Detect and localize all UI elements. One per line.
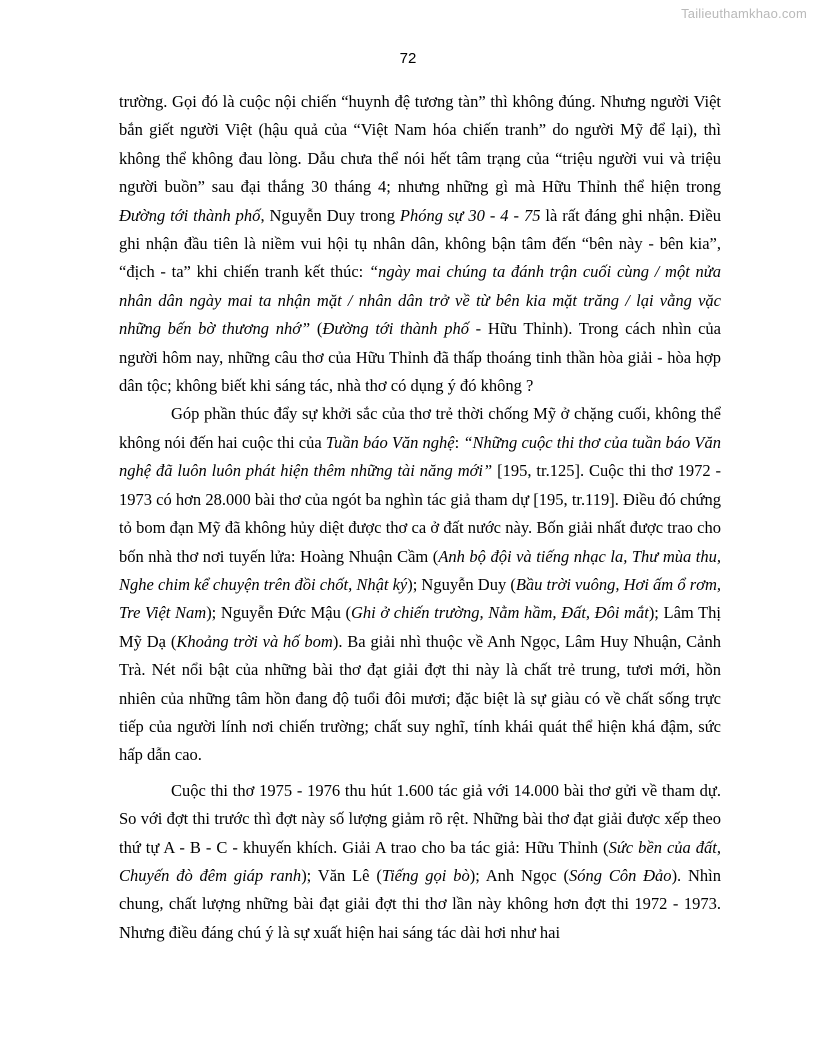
italic-text: Chuyến đò đêm giáp ranh [119, 865, 302, 885]
text-run: ). Nhìn chung, chất lượng những bài đạt giải đợt thi thơ lần này không hơn đợt thi 1972 - 1973. Nhưng điều đáng chú ý là sự xuất hiện hai sáng tác dài hơi như hai [119, 865, 722, 942]
italic-text: “Những cuộc thi thơ của tuần báo Văn nghệ đã luôn luôn phát hiện thêm những tài năng mới” [119, 432, 722, 481]
text-run: , Nguyễn Duy trong [260, 205, 400, 225]
italic-text: Anh bộ đội và tiếng nhạc la, Thư mùa thu, Nghe chim kể chuyện trên đồi chốt, Nhật ký [119, 546, 722, 594]
italic-text: Sức bền của đất [608, 837, 717, 857]
text-run: ); Văn Lê ( [301, 865, 382, 885]
text-run: : [454, 432, 464, 452]
text-run: ( [310, 319, 323, 339]
text-run: Góp phần thúc đẩy sự khởi sắc của thơ trẻ thời chống Mỹ ở chặng cuối, không thể không nói đến hai cuộc thi của [119, 404, 721, 452]
text-run: Cuộc thi thơ 1975 - 1976 thu hút 1.600 tác giả với 14.000 bài thơ gửi về tham dự. So với đợt thi trước thì đợt này số lượng giảm rõ rệt. Những bài thơ đạt giải được xếp theo thứ tự A - B - C - khuyến khích. Giải A trao cho ba tác giả: Hữu Thỉnh ( [119, 780, 721, 857]
page-number: 72 [399, 50, 417, 67]
italic-text: Tiếng gọi bò [381, 865, 470, 885]
paragraph [119, 88, 721, 400]
text-run: ); Nguyễn Duy ( [407, 574, 516, 594]
text-run: trường. Gọi đó là cuộc nội chiến “huynh đệ tương tàn” thì không đúng. Nhưng người Việt bắn giết người Việt (hậu quả của “Việt Nam hóa chiến tranh” do người Mỹ để lại), thì không thể không đau lòng. Dẫu chưa thể nói hết tâm trạng của “triệu người vui và triệu người buồn” sau đại thắng 30 tháng 4; nhưng những gì mà Hữu Thỉnh thể hiện trong [119, 92, 721, 197]
watermark: Tailieuthamkhao.com [681, 6, 807, 21]
italic-text: Sóng Côn Đảo [569, 865, 672, 885]
italic-text: Tuần báo Văn nghệ [325, 432, 455, 452]
text-run: [195, tr.125]. Cuộc thi thơ 1972 - 1973 có hơn 28.000 bài thơ của ngót ba nghìn tác giả tham dự [195, tr.119]. Điều đó chứng tỏ bom đạn Mỹ đã không hủy diệt được thơ ca ở đất nước này. Bốn giải nhất được trao cho bốn nhà thơ nơi tuyến lửa: Hoàng Nhuận Cầm ( [119, 461, 721, 566]
italic-text: Ghi ở chiến trường, Nằm hầm, Đất, Đôi mắt [350, 603, 649, 623]
text-run: là rất đáng ghi nhận. Điều ghi nhận đầu tiên là niềm vui hội tụ nhân dân, không bận tâm đến “bên này - bên kia”, “địch - ta” khi chiến tranh kết thúc: [119, 205, 722, 282]
italic-text: Bầu trời vuông, Hơi ấm ổ rơm, Tre Việt Nam [119, 574, 721, 623]
paragraph [119, 777, 721, 947]
italic-text: Khoảng trời và hố bom [176, 631, 333, 651]
italic-text: Đường tới thành phố [119, 205, 261, 225]
text-run: ); Lâm Thị Mỹ Dạ ( [119, 603, 722, 651]
text-run: ); Anh Ngọc ( [469, 865, 569, 885]
text-run: ); Nguyễn Đức Mậu ( [206, 603, 351, 623]
text-run: - Hữu Thỉnh). Trong cách nhìn của người hôm nay, những câu thơ của Hữu Thỉnh đã thấp thoáng tinh thần hòa giải - hòa hợp dân tộc; không biết khi sáng tác, nhà thơ có dụng ý đó không ? [119, 319, 721, 396]
text-run: , [716, 837, 722, 857]
text-run: ). Ba giải nhì thuộc về Anh Ngọc, Lâm Huy Nhuận, Cảnh Trà. Nét nổi bật của những bài thơ đạt giải đợt thi này là chất trẻ trung, tươi mới, hồn nhiên của những tâm hồn đang độ tuổi đôi mươi; đặc biệt là sự giàu có về chất sống trực tiếp của người lính nơi chiến trường; chất suy nghĩ, tính khái quát thể hiện khá đậm, sức hấp dẫn cao. [119, 631, 721, 765]
paragraph [119, 400, 721, 769]
italic-text: Đường tới thành phố [322, 319, 469, 339]
italic-text: Phóng sự 30 - 4 - 75 [399, 205, 541, 225]
page-body [119, 88, 721, 947]
italic-text: “ngày mai chúng ta đánh trận cuối cùng / một nửa nhân dân ngày mai ta nhận mặt / nhân dân trở về từ bên kia mặt trăng / lại vằng vặc những bến bờ thương nhớ” [119, 262, 721, 339]
